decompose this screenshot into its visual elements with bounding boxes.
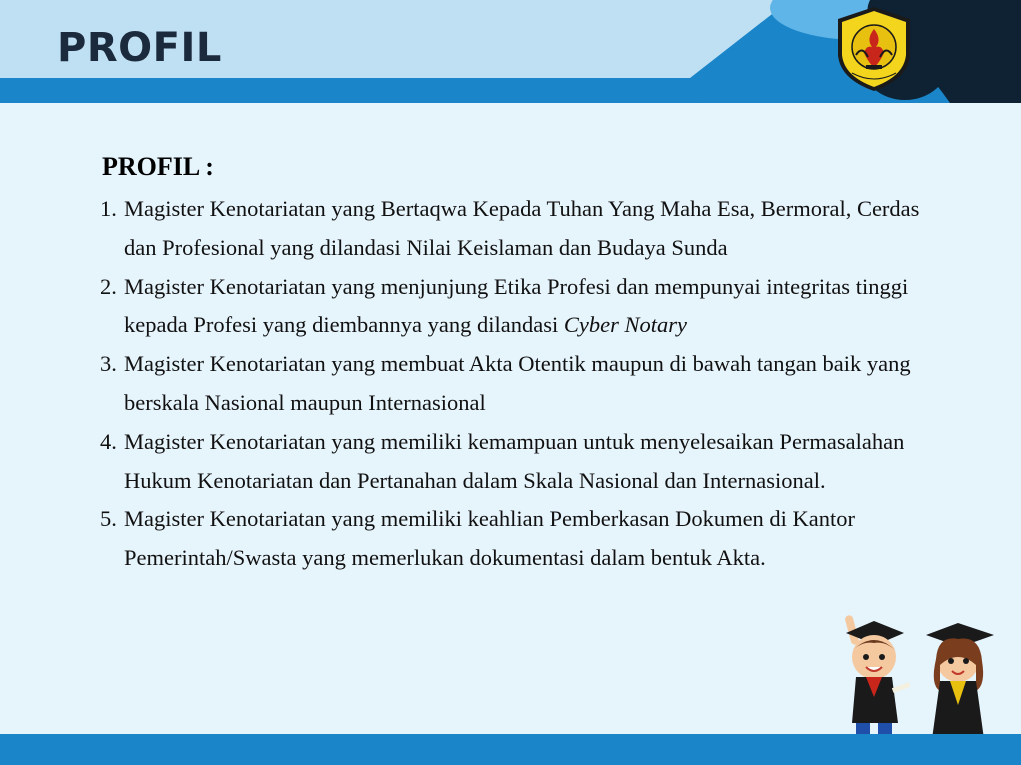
- profile-list: [100, 190, 940, 578]
- list-item: 2. Magister Kenotariatan yang menjunjung Etika Profesi dan mempunyai integritas tinggi kepada Profesi yang diembannya yang dilandasi Cyber Notary: [100, 273, 909, 338]
- list-item: 4. Magister Kenotariatan yang memiliki kemampuan untuk menyelesaikan Permasalahan Hukum Kenotariatan dan Pertanahan dalam Skala Nasional dan Internasional.: [100, 428, 905, 493]
- emphasis-text: Cyber Notary: [563, 312, 687, 338]
- footer-band: [0, 734, 1021, 765]
- university-seal-icon: [832, 5, 916, 93]
- list-item: 5. Magister Kenotariatan yang memiliki keahlian Pemberkasan Dokumen di Kantor Pemerintah/Swasta yang memerlukan dokumentasi dalam bentuk Akta.: [100, 506, 856, 571]
- slide-title: PROFIL: [57, 25, 222, 71]
- list-item: 1. Magister Kenotariatan yang Bertaqwa Kepada Tuhan Yang Maha Esa, Bermoral, Cerdas dan Profesional yang dilandasi Nilai Keislaman dan Budaya Sunda: [100, 196, 920, 260]
- section-heading: PROFIL :: [102, 152, 214, 181]
- list-item: 3. Magister Kenotariatan yang membuat Akta Otentik maupun di bawah tangan baik yang berskala Nasional maupun Internasional: [100, 351, 911, 415]
- profile-content: [100, 150, 940, 578]
